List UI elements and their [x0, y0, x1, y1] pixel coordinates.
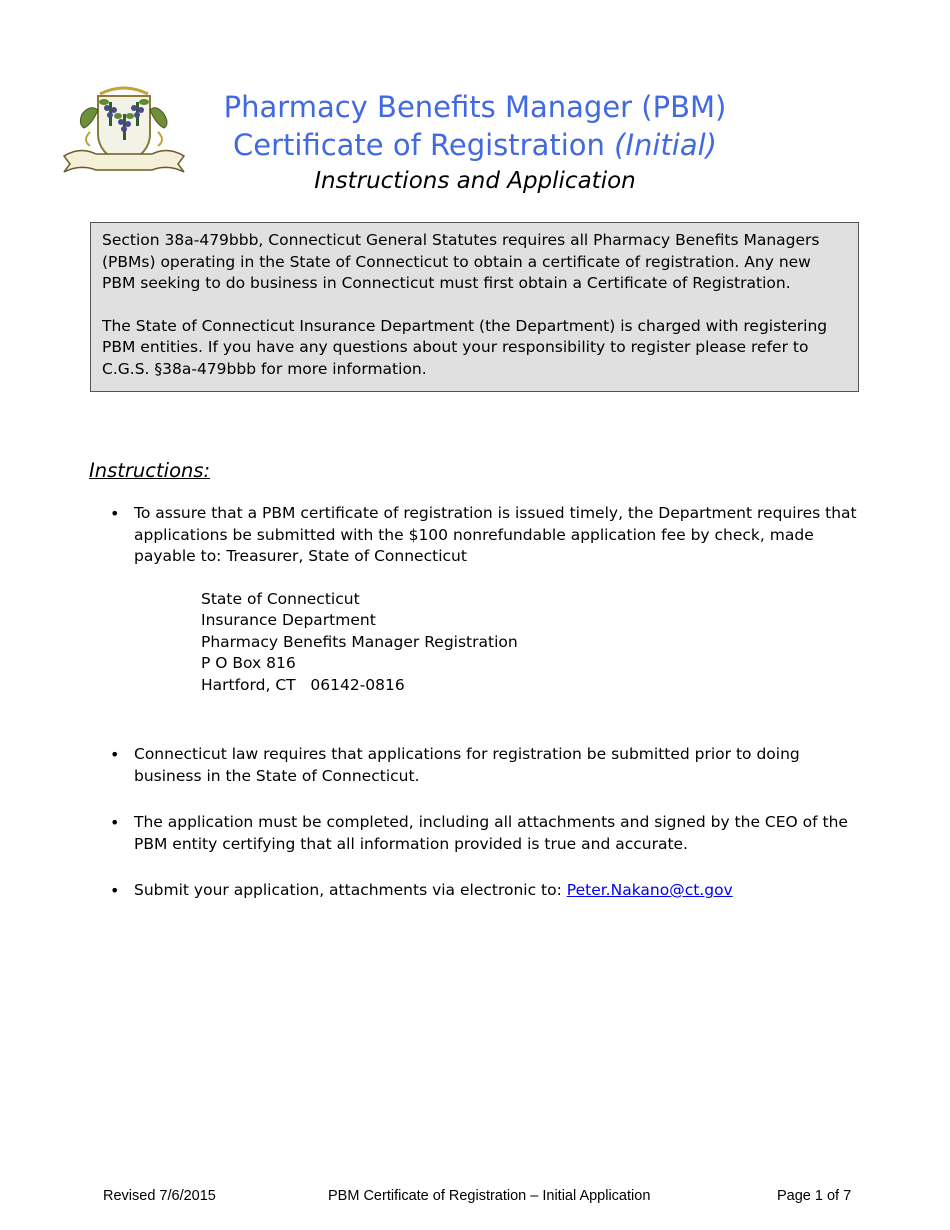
address-line: State of Connecticut — [201, 589, 360, 608]
bullet-icon: • — [110, 881, 120, 900]
list-item — [108, 503, 868, 696]
instructions-heading: Instructions: — [89, 459, 211, 482]
bullet-text-complete: The application must be completed, including all attachments and signed by the CEO of the PBM entity certifying that all information provided is true and accurate. — [134, 813, 848, 853]
footer-page-number: Page 1 of 7 — [777, 1188, 852, 1204]
footer-document-name: PBM Certificate of Registration – Initial Application — [328, 1188, 651, 1204]
address-line: P O Box 816 — [201, 654, 296, 672]
list-item — [108, 812, 868, 855]
address-line: Hartford, CT 06142-0816 — [201, 675, 405, 694]
document-subtitle: Instructions and Application — [314, 168, 636, 194]
instructions-list — [108, 503, 868, 902]
list-item — [108, 744, 868, 787]
title-initial: (Initial) — [614, 128, 717, 162]
address-line: Pharmacy Benefits Manager Registration — [201, 632, 518, 651]
document-title: Pharmacy Benefits Manager (PBM) — [223, 90, 727, 124]
footer-revised-date: Revised 7/6/2015 — [103, 1188, 216, 1204]
document-header — [0, 88, 950, 198]
bullet-icon: • — [110, 813, 120, 832]
intro-box — [90, 222, 859, 392]
bullet-text-fee: To assure that a PBM certificate of registration is issued timely, the Department requires that applications be submitted with the $100 nonrefundable application fee by check, made payable to: Treasurer, State of Connecticut — [134, 504, 857, 565]
list-item — [108, 880, 868, 902]
bullet-text-law: Connecticut law requires that applications for registration be submitted prior to doing business in the State of Connecticut. — [134, 745, 800, 785]
title-certificate: Certificate of Registration — [233, 128, 605, 162]
intro-paragraph-2: The State of Connecticut Insurance Department (the Department) is charged with registering PBM entities. If you have any questions about your responsibility to register please refer to C.G.S. §38a-479bbb for more information. — [102, 316, 828, 378]
mailing-address — [201, 589, 868, 697]
bullet-text-submit: Submit your application, attachments via electronic to: — [134, 881, 567, 899]
email-link[interactable]: Peter.Nakano@ct.gov — [566, 881, 733, 899]
address-line: Insurance Department — [201, 611, 376, 629]
bullet-icon: • — [110, 745, 120, 764]
intro-paragraph-1: Section 38a-479bbb, Connecticut General Statutes requires all Pharmacy Benefits Managers (PBMs) operating in the State of Connecticut to obtain a certificate of registration. Any new PBM seeking to do business in Connecticut must first obtain a Certificate of Registration. — [102, 231, 820, 292]
document-title-line2 — [0, 126, 950, 164]
bullet-icon: • — [110, 504, 120, 523]
